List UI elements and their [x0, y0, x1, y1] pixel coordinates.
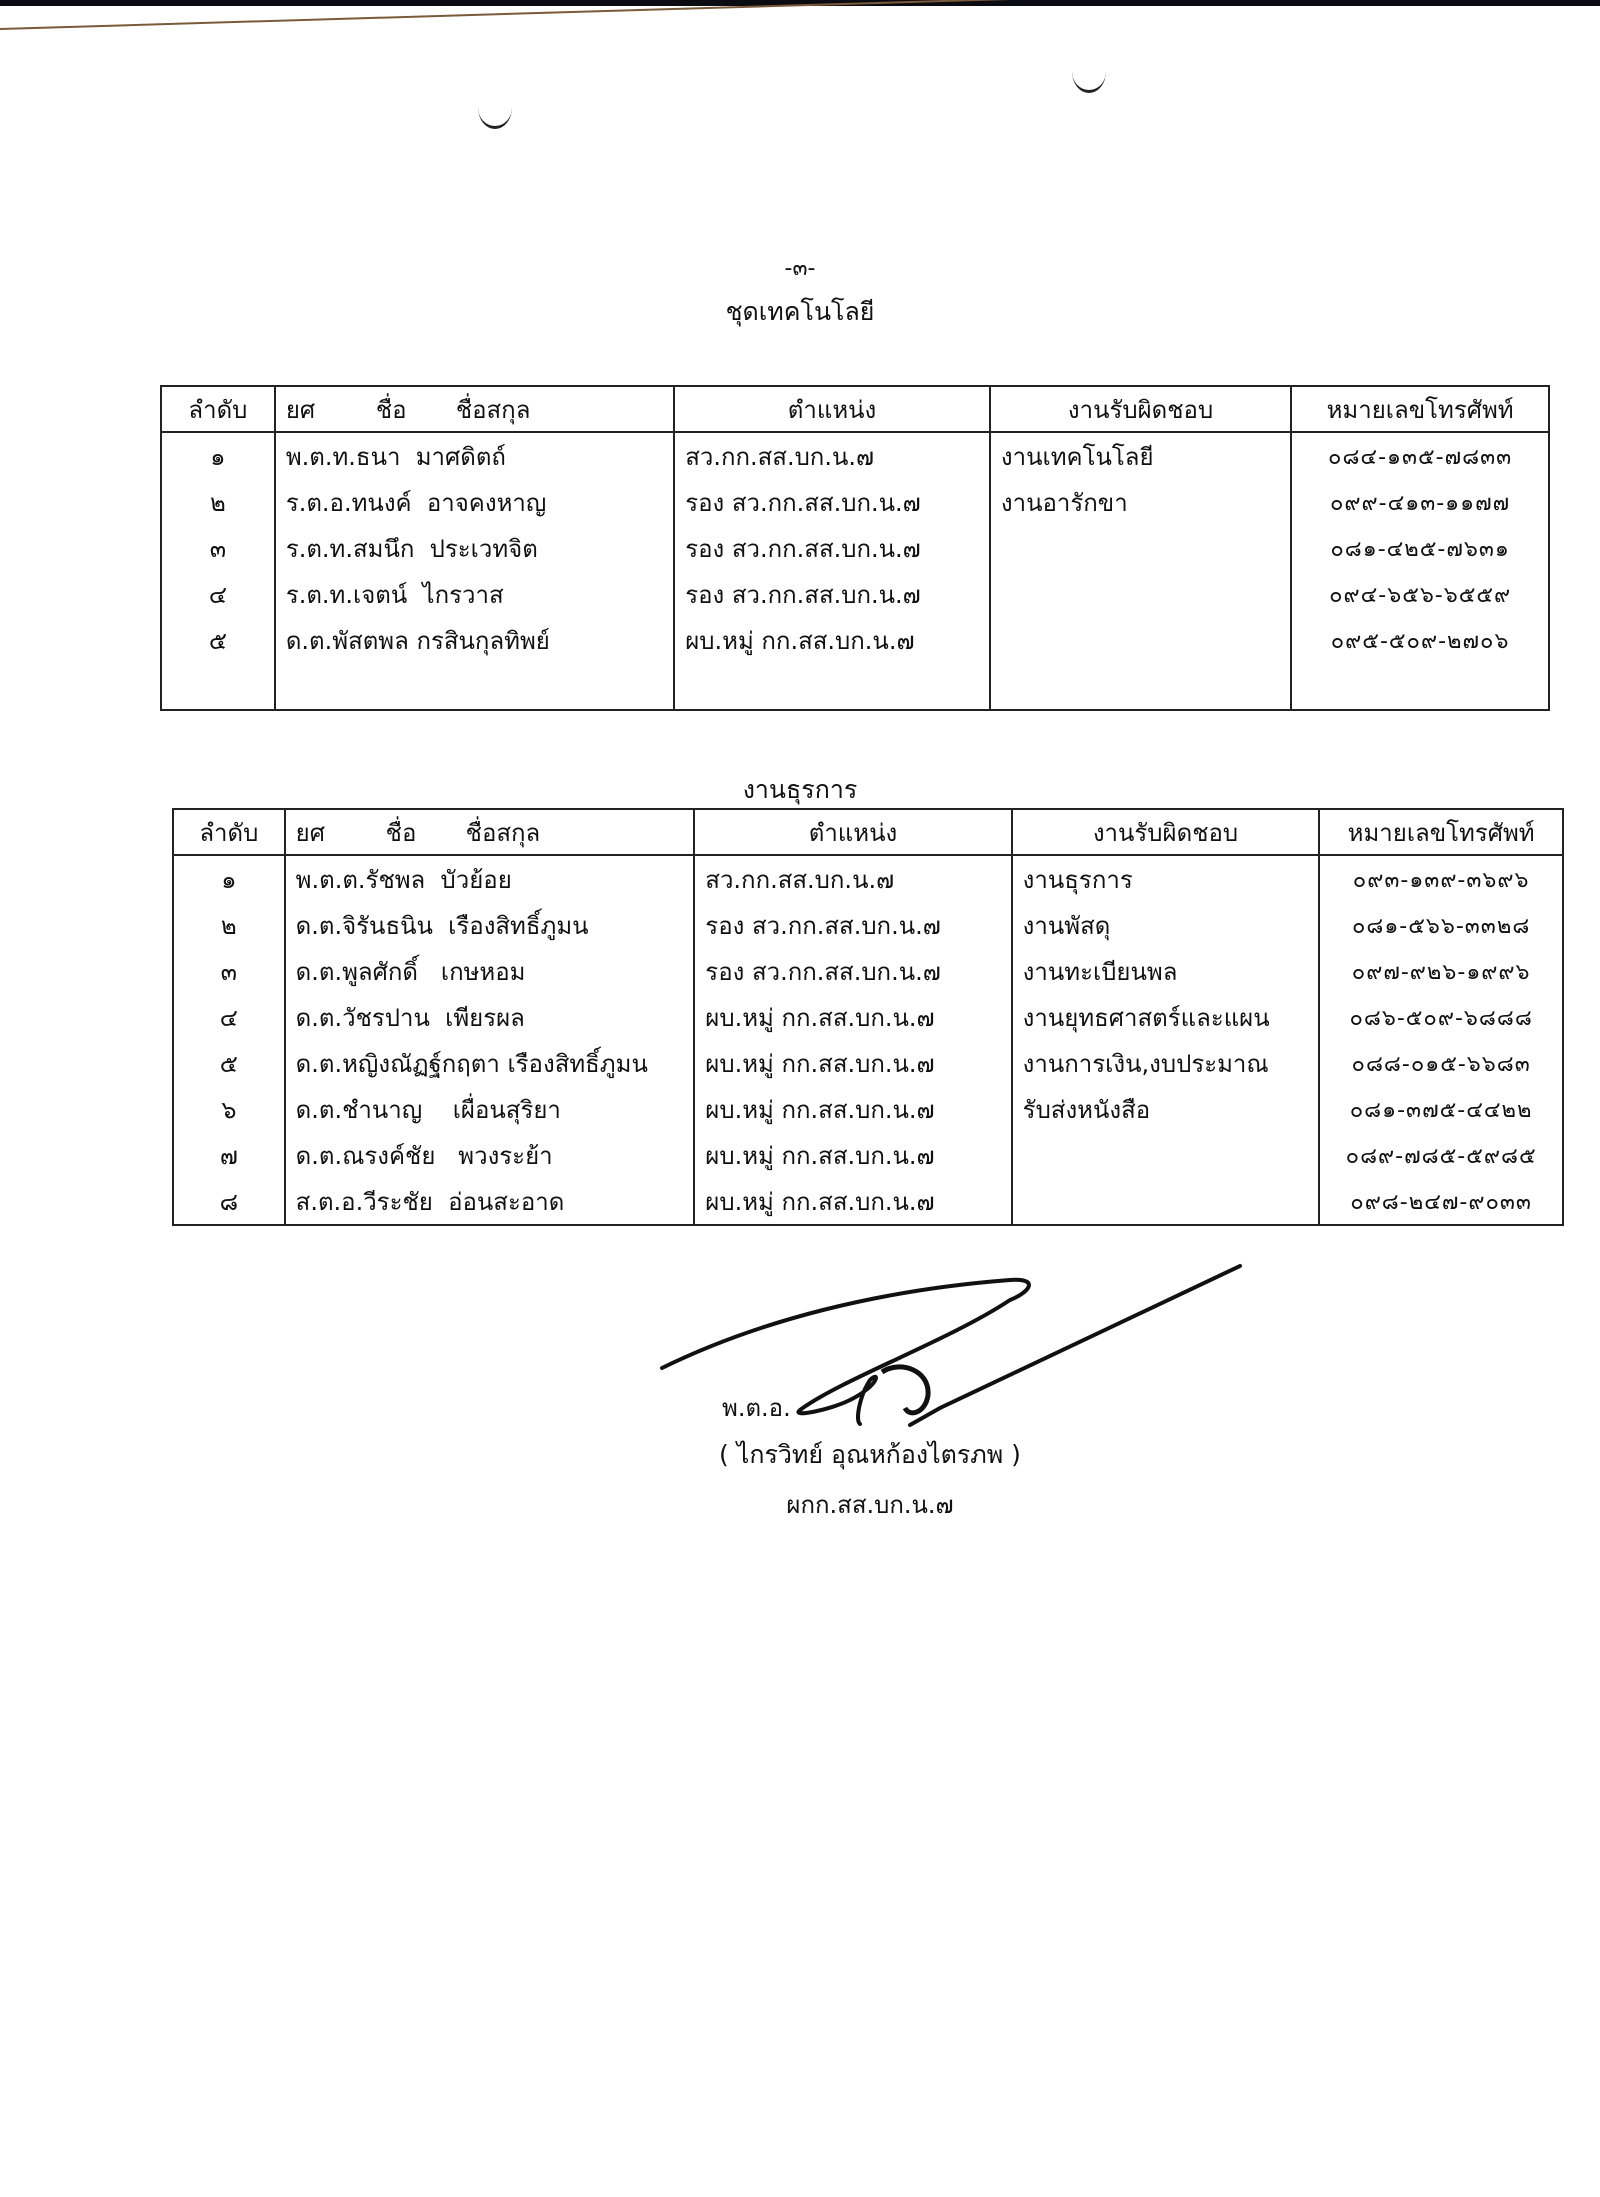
col-header-rank: ยศ — [285, 395, 316, 424]
row-number: ๒ — [161, 479, 275, 525]
staff-name: ส.ต.อ.วีระชัย อ่อนสะอาด — [285, 1178, 695, 1225]
staff-position: สว.กก.สส.บก.น.๗ — [674, 432, 990, 479]
staff-name: พ.ต.ต.รัชพล บัวย้อย — [285, 855, 695, 902]
staff-position: ผบ.หมู่ กก.สส.บก.น.๗ — [694, 1040, 1011, 1086]
col-header-first-name: ชื่อ — [375, 395, 407, 424]
staff-name: ด.ต.พัสตพล กรสินกุลทิพย์ — [275, 617, 674, 663]
row-number: ๑ — [161, 432, 275, 479]
staff-phone: ๐๘๖-๕๐๙-๖๘๘๘ — [1319, 994, 1563, 1040]
col-header-first-name: ชื่อ — [385, 818, 417, 847]
staff-position: ผบ.หมู่ กก.สส.บก.น.๗ — [674, 617, 990, 663]
row-number: ๘ — [173, 1178, 285, 1225]
staff-position: ผบ.หมู่ กก.สส.บก.น.๗ — [694, 1178, 1011, 1225]
staff-phone: ๐๘๑-๓๗๕-๔๔๒๒ — [1319, 1086, 1563, 1132]
staff-position: สว.กก.สส.บก.น.๗ — [694, 855, 1011, 902]
staff-name: ร.ต.ท.สมนึก ประเวทจิต — [275, 525, 674, 571]
staff-phone: ๐๙๔-๖๕๖-๖๕๕๙ — [1291, 571, 1549, 617]
row-number: ๓ — [161, 525, 275, 571]
row-number: ๗ — [173, 1132, 285, 1178]
staff-name: ด.ต.ชำนาญ เผื่อนสุริยา — [285, 1086, 695, 1132]
staff-position: รอง สว.กก.สส.บก.น.๗ — [694, 948, 1011, 994]
staff-phone: ๐๘๑-๔๒๕-๗๖๓๑ — [1291, 525, 1549, 571]
staff-name: พ.ต.ท.ธนา มาศดิตถ์ — [275, 432, 674, 479]
row-number: ๔ — [161, 571, 275, 617]
staff-duty: งานอารักขา — [990, 479, 1291, 525]
row-number: ๓ — [173, 948, 285, 994]
staff-phone: ๐๙๙-๔๑๓-๑๑๗๗ — [1291, 479, 1549, 525]
staff-phone: ๐๙๘-๒๔๗-๙๐๓๓ — [1319, 1178, 1563, 1225]
signatory-name: ( ไกรวิทย์ อุณหก้องไตรภพ ) — [719, 1440, 1021, 1469]
col-header-phone: หมายเลขโทรศัพท์ — [1291, 386, 1549, 432]
col-header-last-name: ชื่อสกุล — [465, 818, 541, 847]
row-number: ๑ — [173, 855, 285, 902]
staff-duty: งานยุทธศาสตร์และแผน — [1012, 994, 1320, 1040]
staff-phone: ๐๙๓-๑๓๙-๓๖๙๖ — [1319, 855, 1563, 902]
col-header-position: ตำแหน่ง — [674, 386, 990, 432]
staff-phone: ๐๘๔-๑๓๕-๗๘๓๓ — [1291, 432, 1549, 479]
staff-phone: ๐๘๙-๗๘๕-๕๙๘๕ — [1319, 1132, 1563, 1178]
signatory-position: ผกก.สส.บก.น.๗ — [786, 1491, 954, 1519]
staff-name: ด.ต.พูลศักดิ์ เกษหอม — [285, 948, 695, 994]
section-title-administration: งานธุรการ — [742, 775, 858, 804]
col-header-rank: ยศ — [295, 818, 325, 847]
col-header-no: ลำดับ — [161, 386, 275, 432]
staff-duty: งานพัสดุ — [1012, 902, 1320, 948]
staff-duty: งานการเงิน,งบประมาณ — [1012, 1040, 1320, 1086]
col-header-position: ตำแหน่ง — [694, 809, 1011, 855]
staff-phone: ๐๙๗-๙๒๖-๑๙๙๖ — [1319, 948, 1563, 994]
col-header-duty: งานรับผิดชอบ — [1012, 809, 1320, 855]
signatory-rank: พ.ต.อ. — [722, 1394, 791, 1422]
staff-duty: งานธุรการ — [1012, 855, 1320, 902]
staff-position: ผบ.หมู่ กก.สส.บก.น.๗ — [694, 994, 1011, 1040]
staff-name: ด.ต.หญิงณัฏฐ์กฤตา เรืองสิทธิ์ภูมน — [285, 1040, 695, 1086]
staff-name: ร.ต.อ.ทนงค์ อาจคงหาญ — [275, 479, 674, 525]
staff-phone: ๐๙๕-๕๐๙-๒๗๐๖ — [1291, 617, 1549, 663]
staff-position: ผบ.หมู่ กก.สส.บก.น.๗ — [694, 1132, 1011, 1178]
staff-duty: งานเทคโนโลยี — [990, 432, 1291, 479]
staff-name: ร.ต.ท.เจตน์ ไกรวาส — [275, 571, 674, 617]
col-header-phone: หมายเลขโทรศัพท์ — [1319, 809, 1563, 855]
staff-duty: รับส่งหนังสือ — [1012, 1086, 1320, 1132]
staff-duty: งานทะเบียนพล — [1012, 948, 1320, 994]
staff-position: ผบ.หมู่ กก.สส.บก.น.๗ — [694, 1086, 1011, 1132]
staff-name: ด.ต.วัชรปาน เพียรผล — [285, 994, 695, 1040]
staff-position: รอง สว.กก.สส.บก.น.๗ — [674, 525, 990, 571]
row-number: ๖ — [173, 1086, 285, 1132]
row-number: ๔ — [173, 994, 285, 1040]
staff-position: รอง สว.กก.สส.บก.น.๗ — [674, 571, 990, 617]
col-header-no: ลำดับ — [173, 809, 285, 855]
row-number: ๕ — [173, 1040, 285, 1086]
staff-position: รอง สว.กก.สส.บก.น.๗ — [674, 479, 990, 525]
section-title-technology: ชุดเทคโนโลยี — [725, 297, 875, 326]
page-number: -๓- — [784, 256, 816, 281]
col-header-last-name: ชื่อสกุล — [455, 395, 531, 424]
row-number: ๕ — [161, 617, 275, 663]
staff-name: ด.ต.ณรงค์ชัย พวงระย้า — [285, 1132, 695, 1178]
col-header-duty: งานรับผิดชอบ — [990, 386, 1291, 432]
staff-position: รอง สว.กก.สส.บก.น.๗ — [694, 902, 1011, 948]
staff-phone: ๐๘๑-๕๖๖-๓๓๒๘ — [1319, 902, 1563, 948]
row-number: ๒ — [173, 902, 285, 948]
staff-phone: ๐๘๘-๐๑๕-๖๖๘๓ — [1319, 1040, 1563, 1086]
staff-name: ด.ต.จิรันธนิน เรืองสิทธิ์ภูมน — [285, 902, 695, 948]
